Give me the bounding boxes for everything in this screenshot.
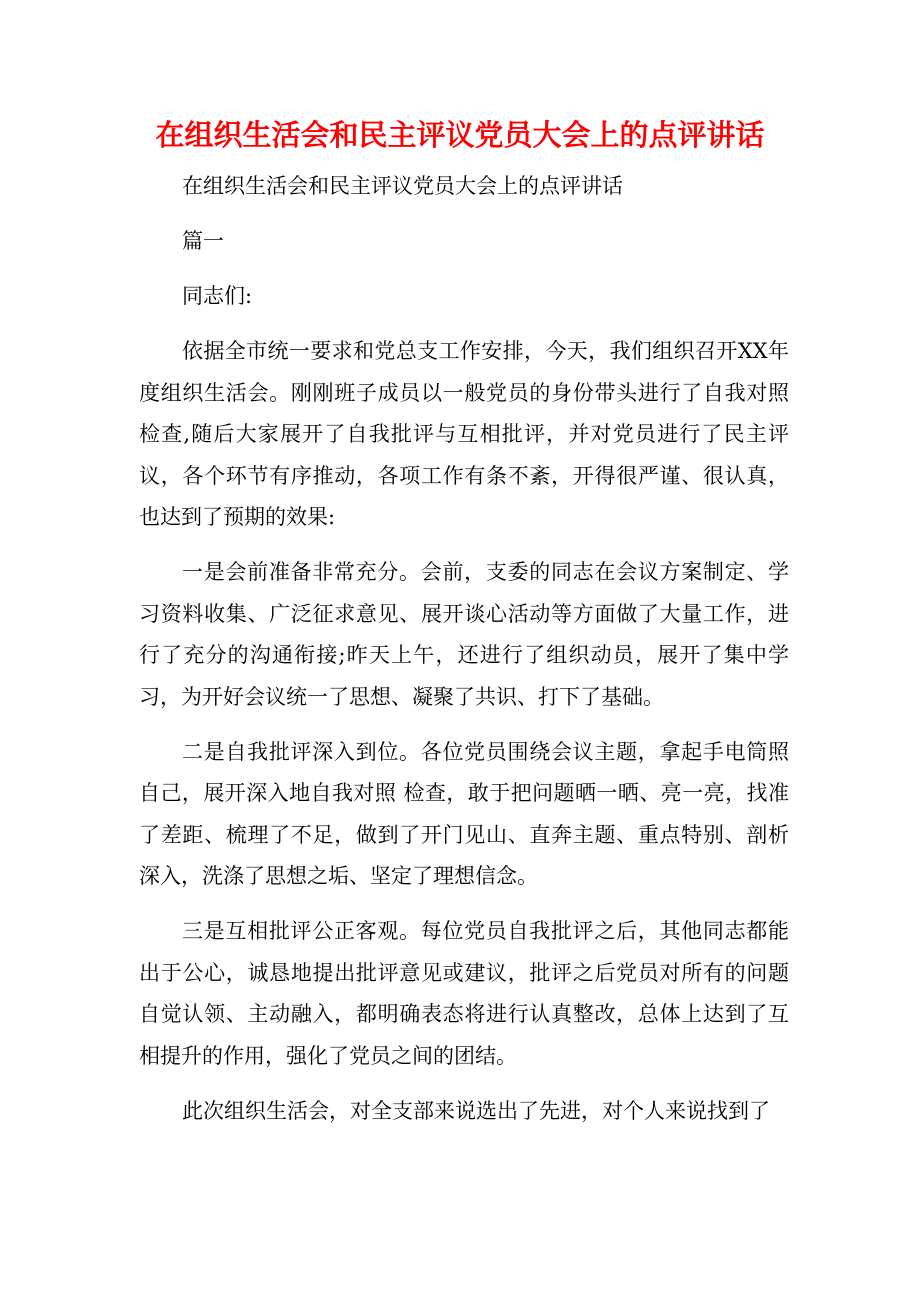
- document-title: 在组织生活会和民主评议党员大会上的点评讲话: [155, 118, 765, 152]
- paragraph-conclusion: 此次组织生活会，对全支部来说选出了先进，对个人来说找到了: [182, 1098, 770, 1123]
- paragraph-point-three: 三是互相批评公正客观。每位党员自我批评之后，其他同志都能出于公心，诚恳地提出批评意见或建议，批评之后党员对所有的问题自觉认领、主动融入，都明确表态将进行认真整改，总体上达到了互相提升的作用，强化了党员之间的团结。: [139, 919, 789, 1068]
- document-body: [139, 166, 789, 1146]
- salutation: 同志们:: [182, 284, 253, 308]
- paragraph-point-one: 一是会前准备非常充分。会前，支委的同志在会议方案制定、学习资料收集、广泛征求意见、展开谈心活动等方面做了大量工作，进行了充分的沟通衔接;昨天上午，还进行了组织动员，展开了集中学习，为开好会议统一了思想、凝聚了共识、打下了基础。: [139, 560, 789, 709]
- paragraph-point-two: 二是自我批评深入到位。各位党员围绕会议主题，拿起手电筒照自己，展开深入地自我对照 检查，敢于把问题晒一晒、亮一亮，找准了差距、梳理了不足，做到了开门见山、直奔主题、重点特别、剖析深入，洗涤了思想之垢、坚定了理想信念。: [139, 739, 789, 888]
- subtitle-line: 在组织生活会和民主评议党员大会上的点评讲话: [182, 174, 623, 198]
- paragraph-intro: 依据全市统一要求和党总支工作安排，今天，我们组织召开XX年度组织生活会。刚刚班子成员以一般党员的身份带头进行了自我对照 检查,随后大家展开了自我批评与互相批评，并对党员进行了民主评议，各个环节有序推动，各项工作有条不紊，开得很严谨、很认真，也达到了预期的效果:: [139, 339, 789, 529]
- section-label: 篇一: [182, 229, 224, 253]
